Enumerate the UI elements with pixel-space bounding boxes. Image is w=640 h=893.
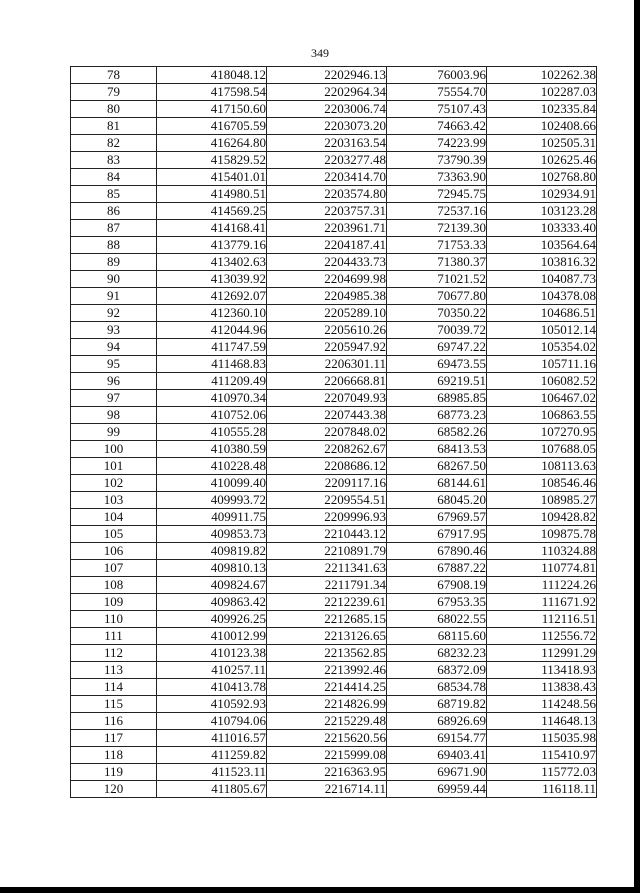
value-cell-4: 112991.29 <box>487 645 597 662</box>
point-number-cell: 107 <box>71 560 157 577</box>
value-cell-3: 68144.61 <box>387 475 487 492</box>
value-cell-1: 410228.48 <box>157 458 267 475</box>
value-cell-4: 107270.95 <box>487 424 597 441</box>
value-cell-1: 416705.59 <box>157 118 267 135</box>
value-cell-1: 414569.25 <box>157 203 267 220</box>
value-cell-2: 2215229.48 <box>267 713 387 730</box>
value-cell-4: 104087.73 <box>487 271 597 288</box>
value-cell-3: 68045.20 <box>387 492 487 509</box>
value-cell-2: 2204985.38 <box>267 288 387 305</box>
table-row <box>71 764 597 781</box>
value-cell-3: 67890.46 <box>387 543 487 560</box>
value-cell-2: 2204699.98 <box>267 271 387 288</box>
value-cell-3: 68985.85 <box>387 390 487 407</box>
value-cell-4: 103123.28 <box>487 203 597 220</box>
value-cell-1: 409824.67 <box>157 577 267 594</box>
table-body <box>71 67 597 798</box>
value-cell-3: 71380.37 <box>387 254 487 271</box>
value-cell-2: 2212239.61 <box>267 594 387 611</box>
table-row <box>71 492 597 509</box>
value-cell-2: 2205947.92 <box>267 339 387 356</box>
value-cell-4: 114648.13 <box>487 713 597 730</box>
value-cell-2: 2216363.95 <box>267 764 387 781</box>
value-cell-3: 72945.75 <box>387 186 487 203</box>
value-cell-1: 409853.73 <box>157 526 267 543</box>
value-cell-2: 2203574.80 <box>267 186 387 203</box>
value-cell-3: 68267.50 <box>387 458 487 475</box>
value-cell-3: 68022.55 <box>387 611 487 628</box>
value-cell-1: 416264.80 <box>157 135 267 152</box>
point-number-cell: 88 <box>71 237 157 254</box>
value-cell-4: 112116.51 <box>487 611 597 628</box>
value-cell-4: 106082.52 <box>487 373 597 390</box>
point-number-cell: 101 <box>71 458 157 475</box>
value-cell-1: 414980.51 <box>157 186 267 203</box>
table-row <box>71 475 597 492</box>
value-cell-2: 2209117.16 <box>267 475 387 492</box>
value-cell-3: 68232.23 <box>387 645 487 662</box>
point-number-cell: 78 <box>71 67 157 84</box>
point-number-cell: 105 <box>71 526 157 543</box>
value-cell-2: 2205289.10 <box>267 305 387 322</box>
value-cell-2: 2203163.54 <box>267 135 387 152</box>
value-cell-3: 74663.42 <box>387 118 487 135</box>
value-cell-3: 69671.90 <box>387 764 487 781</box>
value-cell-1: 417150.60 <box>157 101 267 118</box>
value-cell-1: 411016.57 <box>157 730 267 747</box>
value-cell-3: 72537.16 <box>387 203 487 220</box>
value-cell-2: 2202946.13 <box>267 67 387 84</box>
value-cell-2: 2203277.48 <box>267 152 387 169</box>
value-cell-3: 68115.60 <box>387 628 487 645</box>
value-cell-1: 411523.11 <box>157 764 267 781</box>
value-cell-3: 68926.69 <box>387 713 487 730</box>
point-number-cell: 93 <box>71 322 157 339</box>
value-cell-3: 75107.43 <box>387 101 487 118</box>
value-cell-3: 73790.39 <box>387 152 487 169</box>
value-cell-1: 412360.10 <box>157 305 267 322</box>
value-cell-2: 2213562.85 <box>267 645 387 662</box>
table-row <box>71 509 597 526</box>
table-row <box>71 543 597 560</box>
value-cell-1: 413402.63 <box>157 254 267 271</box>
point-number-cell: 96 <box>71 373 157 390</box>
value-cell-2: 2213992.46 <box>267 662 387 679</box>
value-cell-4: 102934.91 <box>487 186 597 203</box>
value-cell-4: 115772.03 <box>487 764 597 781</box>
value-cell-1: 410752.06 <box>157 407 267 424</box>
value-cell-3: 67887.22 <box>387 560 487 577</box>
value-cell-3: 72139.30 <box>387 220 487 237</box>
value-cell-3: 70677.80 <box>387 288 487 305</box>
value-cell-1: 417598.54 <box>157 84 267 101</box>
value-cell-3: 75554.70 <box>387 84 487 101</box>
value-cell-2: 2211791.34 <box>267 577 387 594</box>
value-cell-1: 410257.11 <box>157 662 267 679</box>
value-cell-1: 409810.13 <box>157 560 267 577</box>
value-cell-4: 107688.05 <box>487 441 597 458</box>
value-cell-3: 67953.35 <box>387 594 487 611</box>
value-cell-3: 67908.19 <box>387 577 487 594</box>
point-number-cell: 90 <box>71 271 157 288</box>
scan-edge-right <box>634 0 640 893</box>
value-cell-4: 103564.64 <box>487 237 597 254</box>
table-row <box>71 322 597 339</box>
value-cell-3: 73363.90 <box>387 169 487 186</box>
table-row <box>71 747 597 764</box>
value-cell-4: 102768.80 <box>487 169 597 186</box>
point-number-cell: 87 <box>71 220 157 237</box>
value-cell-3: 68773.23 <box>387 407 487 424</box>
table-row <box>71 203 597 220</box>
value-cell-4: 106863.55 <box>487 407 597 424</box>
value-cell-3: 68372.09 <box>387 662 487 679</box>
value-cell-1: 411805.67 <box>157 781 267 798</box>
table-row <box>71 288 597 305</box>
value-cell-1: 410099.40 <box>157 475 267 492</box>
value-cell-2: 2209554.51 <box>267 492 387 509</box>
value-cell-1: 411209.49 <box>157 373 267 390</box>
value-cell-4: 112556.72 <box>487 628 597 645</box>
table-row <box>71 271 597 288</box>
value-cell-4: 115035.98 <box>487 730 597 747</box>
value-cell-3: 67917.95 <box>387 526 487 543</box>
table-row <box>71 611 597 628</box>
value-cell-1: 414168.41 <box>157 220 267 237</box>
value-cell-2: 2203961.71 <box>267 220 387 237</box>
value-cell-1: 411747.59 <box>157 339 267 356</box>
point-number-cell: 109 <box>71 594 157 611</box>
table-row <box>71 628 597 645</box>
value-cell-1: 410592.93 <box>157 696 267 713</box>
table-row <box>71 781 597 798</box>
value-cell-3: 67969.57 <box>387 509 487 526</box>
value-cell-4: 108113.63 <box>487 458 597 475</box>
value-cell-3: 69473.55 <box>387 356 487 373</box>
point-number-cell: 95 <box>71 356 157 373</box>
value-cell-3: 68413.53 <box>387 441 487 458</box>
value-cell-1: 409911.75 <box>157 509 267 526</box>
page-number: 349 <box>311 46 329 60</box>
value-cell-2: 2214414.25 <box>267 679 387 696</box>
value-cell-1: 413039.92 <box>157 271 267 288</box>
value-cell-4: 116118.11 <box>487 781 597 798</box>
point-number-cell: 102 <box>71 475 157 492</box>
value-cell-2: 2214826.99 <box>267 696 387 713</box>
value-cell-2: 2206301.11 <box>267 356 387 373</box>
value-cell-1: 410012.99 <box>157 628 267 645</box>
point-number-cell: 80 <box>71 101 157 118</box>
value-cell-4: 110774.81 <box>487 560 597 577</box>
point-number-cell: 113 <box>71 662 157 679</box>
value-cell-2: 2215999.08 <box>267 747 387 764</box>
value-cell-4: 109875.78 <box>487 526 597 543</box>
table-row <box>71 356 597 373</box>
value-cell-2: 2208262.67 <box>267 441 387 458</box>
value-cell-4: 106467.02 <box>487 390 597 407</box>
value-cell-3: 74223.99 <box>387 135 487 152</box>
value-cell-1: 409993.72 <box>157 492 267 509</box>
point-number-cell: 103 <box>71 492 157 509</box>
value-cell-3: 76003.96 <box>387 67 487 84</box>
value-cell-4: 109428.82 <box>487 509 597 526</box>
value-cell-3: 68719.82 <box>387 696 487 713</box>
value-cell-1: 411259.82 <box>157 747 267 764</box>
table-row <box>71 679 597 696</box>
value-cell-3: 69403.41 <box>387 747 487 764</box>
table-row <box>71 152 597 169</box>
point-number-cell: 106 <box>71 543 157 560</box>
value-cell-1: 410123.38 <box>157 645 267 662</box>
value-cell-2: 2210443.12 <box>267 526 387 543</box>
table-row <box>71 305 597 322</box>
point-number-cell: 104 <box>71 509 157 526</box>
table-row <box>71 560 597 577</box>
point-number-cell: 112 <box>71 645 157 662</box>
value-cell-4: 105711.16 <box>487 356 597 373</box>
point-number-cell: 116 <box>71 713 157 730</box>
value-cell-4: 103816.32 <box>487 254 597 271</box>
table-row <box>71 390 597 407</box>
value-cell-4: 111671.92 <box>487 594 597 611</box>
value-cell-4: 105012.14 <box>487 322 597 339</box>
point-number-cell: 84 <box>71 169 157 186</box>
point-number-cell: 99 <box>71 424 157 441</box>
point-number-cell: 89 <box>71 254 157 271</box>
value-cell-2: 2202964.34 <box>267 84 387 101</box>
value-cell-3: 68534.78 <box>387 679 487 696</box>
point-number-cell: 108 <box>71 577 157 594</box>
value-cell-3: 69747.22 <box>387 339 487 356</box>
value-cell-3: 69959.44 <box>387 781 487 798</box>
table-row <box>71 662 597 679</box>
value-cell-2: 2203073.20 <box>267 118 387 135</box>
value-cell-4: 105354.02 <box>487 339 597 356</box>
table-row <box>71 373 597 390</box>
value-cell-4: 102408.66 <box>487 118 597 135</box>
table-row <box>71 220 597 237</box>
value-cell-2: 2207443.38 <box>267 407 387 424</box>
value-cell-2: 2205610.26 <box>267 322 387 339</box>
value-cell-1: 415401.01 <box>157 169 267 186</box>
point-number-cell: 118 <box>71 747 157 764</box>
value-cell-3: 70350.22 <box>387 305 487 322</box>
point-number-cell: 92 <box>71 305 157 322</box>
value-cell-2: 2215620.56 <box>267 730 387 747</box>
table-row <box>71 424 597 441</box>
table-row <box>71 577 597 594</box>
value-cell-3: 71753.33 <box>387 237 487 254</box>
value-cell-3: 71021.52 <box>387 271 487 288</box>
value-cell-2: 2203757.31 <box>267 203 387 220</box>
value-cell-4: 113838.43 <box>487 679 597 696</box>
value-cell-4: 108985.27 <box>487 492 597 509</box>
point-number-cell: 110 <box>71 611 157 628</box>
value-cell-2: 2203414.70 <box>267 169 387 186</box>
value-cell-1: 409819.82 <box>157 543 267 560</box>
point-number-cell: 117 <box>71 730 157 747</box>
value-cell-4: 104686.51 <box>487 305 597 322</box>
value-cell-1: 410970.34 <box>157 390 267 407</box>
value-cell-2: 2207848.02 <box>267 424 387 441</box>
value-cell-4: 115410.97 <box>487 747 597 764</box>
value-cell-4: 103333.40 <box>487 220 597 237</box>
value-cell-4: 104378.08 <box>487 288 597 305</box>
value-cell-4: 102335.84 <box>487 101 597 118</box>
value-cell-2: 2213126.65 <box>267 628 387 645</box>
point-number-cell: 81 <box>71 118 157 135</box>
table-row <box>71 169 597 186</box>
point-number-cell: 82 <box>71 135 157 152</box>
table-row <box>71 730 597 747</box>
value-cell-4: 102505.31 <box>487 135 597 152</box>
point-number-cell: 83 <box>71 152 157 169</box>
value-cell-2: 2209996.93 <box>267 509 387 526</box>
value-cell-3: 70039.72 <box>387 322 487 339</box>
table-row <box>71 237 597 254</box>
coordinates-table <box>70 66 597 798</box>
value-cell-4: 102625.46 <box>487 152 597 169</box>
table-row <box>71 713 597 730</box>
value-cell-2: 2211341.63 <box>267 560 387 577</box>
value-cell-4: 102262.38 <box>487 67 597 84</box>
table-row <box>71 101 597 118</box>
value-cell-1: 410380.59 <box>157 441 267 458</box>
table-row <box>71 696 597 713</box>
table-row <box>71 254 597 271</box>
value-cell-1: 410413.78 <box>157 679 267 696</box>
value-cell-2: 2204187.41 <box>267 237 387 254</box>
value-cell-2: 2212685.15 <box>267 611 387 628</box>
value-cell-2: 2210891.79 <box>267 543 387 560</box>
value-cell-1: 415829.52 <box>157 152 267 169</box>
value-cell-4: 111224.26 <box>487 577 597 594</box>
point-number-cell: 115 <box>71 696 157 713</box>
point-number-cell: 119 <box>71 764 157 781</box>
table-row <box>71 186 597 203</box>
point-number-cell: 114 <box>71 679 157 696</box>
point-number-cell: 94 <box>71 339 157 356</box>
value-cell-2: 2208686.12 <box>267 458 387 475</box>
value-cell-2: 2204433.73 <box>267 254 387 271</box>
scan-edge-bottom <box>0 887 640 893</box>
table-row <box>71 594 597 611</box>
value-cell-4: 114248.56 <box>487 696 597 713</box>
point-number-cell: 120 <box>71 781 157 798</box>
point-number-cell: 91 <box>71 288 157 305</box>
point-number-cell: 79 <box>71 84 157 101</box>
table-row <box>71 84 597 101</box>
value-cell-1: 410794.06 <box>157 713 267 730</box>
value-cell-1: 409926.25 <box>157 611 267 628</box>
point-number-cell: 97 <box>71 390 157 407</box>
value-cell-1: 410555.28 <box>157 424 267 441</box>
point-number-cell: 98 <box>71 407 157 424</box>
value-cell-3: 68582.26 <box>387 424 487 441</box>
table-row <box>71 407 597 424</box>
value-cell-4: 102287.03 <box>487 84 597 101</box>
point-number-cell: 85 <box>71 186 157 203</box>
value-cell-4: 108546.46 <box>487 475 597 492</box>
value-cell-2: 2203006.74 <box>267 101 387 118</box>
value-cell-1: 412692.07 <box>157 288 267 305</box>
value-cell-1: 411468.83 <box>157 356 267 373</box>
table-row <box>71 441 597 458</box>
value-cell-3: 69154.77 <box>387 730 487 747</box>
point-number-cell: 100 <box>71 441 157 458</box>
table-row <box>71 339 597 356</box>
value-cell-3: 69219.51 <box>387 373 487 390</box>
table-row <box>71 67 597 84</box>
value-cell-2: 2216714.11 <box>267 781 387 798</box>
value-cell-2: 2207049.93 <box>267 390 387 407</box>
table-row <box>71 645 597 662</box>
table-row <box>71 526 597 543</box>
table-row <box>71 458 597 475</box>
value-cell-1: 418048.12 <box>157 67 267 84</box>
value-cell-4: 113418.93 <box>487 662 597 679</box>
point-number-cell: 111 <box>71 628 157 645</box>
value-cell-1: 409863.42 <box>157 594 267 611</box>
table-row <box>71 118 597 135</box>
table-row <box>71 135 597 152</box>
value-cell-2: 2206668.81 <box>267 373 387 390</box>
value-cell-4: 110324.88 <box>487 543 597 560</box>
value-cell-1: 413779.16 <box>157 237 267 254</box>
point-number-cell: 86 <box>71 203 157 220</box>
value-cell-1: 412044.96 <box>157 322 267 339</box>
